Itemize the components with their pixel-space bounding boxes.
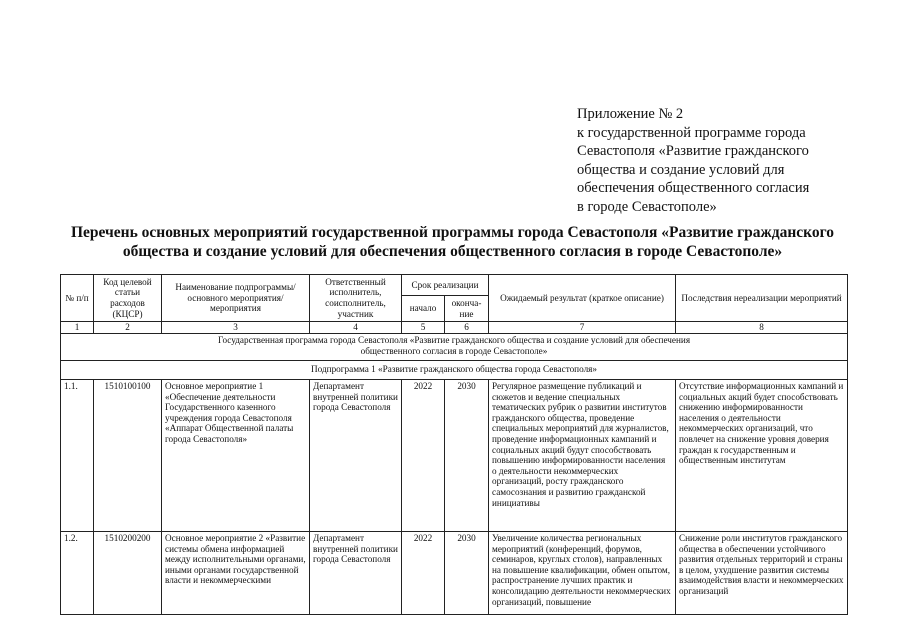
measures-table xyxy=(60,274,848,615)
appendix-line: Севастополя «Развитие гражданского xyxy=(577,143,809,160)
row-name: Основное мероприятие 2 «Развитие системы обмена информацией между исполнительными органами, иными органами государственной власти и некоммерческими xyxy=(162,532,310,615)
document-title-line-1: Перечень основных мероприятий государственной программы города Севастополя «Развитие гражданского xyxy=(70,224,835,241)
header-name: Наименование подпрограммы/ основного мероприятия/ мероприятия xyxy=(162,275,310,322)
header-code: Код целевой статьи расходов (КЦСР) xyxy=(94,275,162,322)
appendix-line: общества и создание условий для xyxy=(577,161,785,178)
appendix-block xyxy=(577,105,877,217)
program-title-line-1: Государственная программа города Севастополя «Развитие гражданского общества и создание условий для обеспечения xyxy=(217,335,691,345)
program-title xyxy=(61,334,848,361)
header-start: начало xyxy=(402,296,445,322)
column-number: 8 xyxy=(676,322,848,334)
appendix-line: обеспечения общественного согласия xyxy=(577,180,810,197)
header-term: Срок реализации xyxy=(402,275,489,296)
column-number: 4 xyxy=(310,322,402,334)
row-name: Основное мероприятие 1 «Обеспечение деятельности Государственного казенного учреждения города Севастополя «Аппарат Общественной палаты города Севастополя» xyxy=(162,380,310,532)
row-code: 1510200200 xyxy=(94,532,162,615)
header-result: Ожидаемый результат (краткое описание) xyxy=(489,275,676,322)
program-title-line-2: общественного согласия в городе Севастополе» xyxy=(360,345,548,356)
subprogram-title: Подпрограмма 1 «Развитие гражданского общества города Севастополя» xyxy=(61,361,848,380)
header-consequences: Последствия нереализации мероприятий xyxy=(676,275,848,322)
row-responsible: Департамент внутренней политики города Севастополя xyxy=(310,532,402,615)
row-code: 1510100100 xyxy=(94,380,162,532)
appendix-line: в городе Севастополе» xyxy=(577,198,717,215)
table-header-row xyxy=(61,275,848,296)
row-result: Регулярное размещение публикаций и сюжетов и ведение специальных тематических рубрик о развитии институтов гражданского общества, проведение специальных мероприятий для журналистов, проведение информационных кампаний и социальных акций будут способствовать повышению информированности населения о деятельности некоммерческих организаций, росту гражданского самосознания и развитию гражданской инициативы xyxy=(489,380,676,532)
subprogram-row xyxy=(61,361,848,380)
table-row xyxy=(61,380,848,532)
row-responsible: Департамент внутренней политики города Севастополя xyxy=(310,380,402,532)
appendix-line: Приложение № 2 xyxy=(577,106,684,122)
row-end: 2030 xyxy=(445,380,489,532)
row-consequences: Отсутствие информационных кампаний и социальных акций будет способствовать снижению информированности населения о деятельности некоммерческих организаций, что повлечет на снижение уровня доверия граждан к государственным и общественным институтам xyxy=(676,380,848,532)
row-consequences: Снижение роли институтов гражданского общества в обеспечении устойчивого развития отдельных территорий и страны в целом, ухудшение развития системы взаимодействия власти и некоммерческих организаций xyxy=(676,532,848,615)
column-number: 7 xyxy=(489,322,676,334)
column-number-row xyxy=(61,322,848,334)
row-end: 2030 xyxy=(445,532,489,615)
column-number: 5 xyxy=(402,322,445,334)
document-title-line-2: общества и создание условий для обеспечения общественного согласия в городе Севастополе» xyxy=(122,243,783,260)
appendix-line: к государственной программе города xyxy=(577,124,806,141)
column-number: 3 xyxy=(162,322,310,334)
row-num: 1.1. xyxy=(61,380,94,532)
column-number: 6 xyxy=(445,322,489,334)
column-number: 1 xyxy=(61,322,94,334)
header-responsible: Ответственный исполнитель, соисполнитель, участник xyxy=(310,275,402,322)
program-row xyxy=(61,334,848,361)
row-start: 2022 xyxy=(402,532,445,615)
header-num: № п/п xyxy=(61,275,94,322)
document-title xyxy=(40,223,865,261)
header-end: оконча- ние xyxy=(445,296,489,322)
row-num: 1.2. xyxy=(61,532,94,615)
row-result: Увеличение количества региональных мероприятий (конференций, форумов, семинаров, круглых столов), направленных на повышение квалификации, обмен опытом, распространение лучших практик и консолидацию деятельности некоммерческих организаций, повышение xyxy=(489,532,676,615)
column-number: 2 xyxy=(94,322,162,334)
table-row xyxy=(61,532,848,615)
row-start: 2022 xyxy=(402,380,445,532)
